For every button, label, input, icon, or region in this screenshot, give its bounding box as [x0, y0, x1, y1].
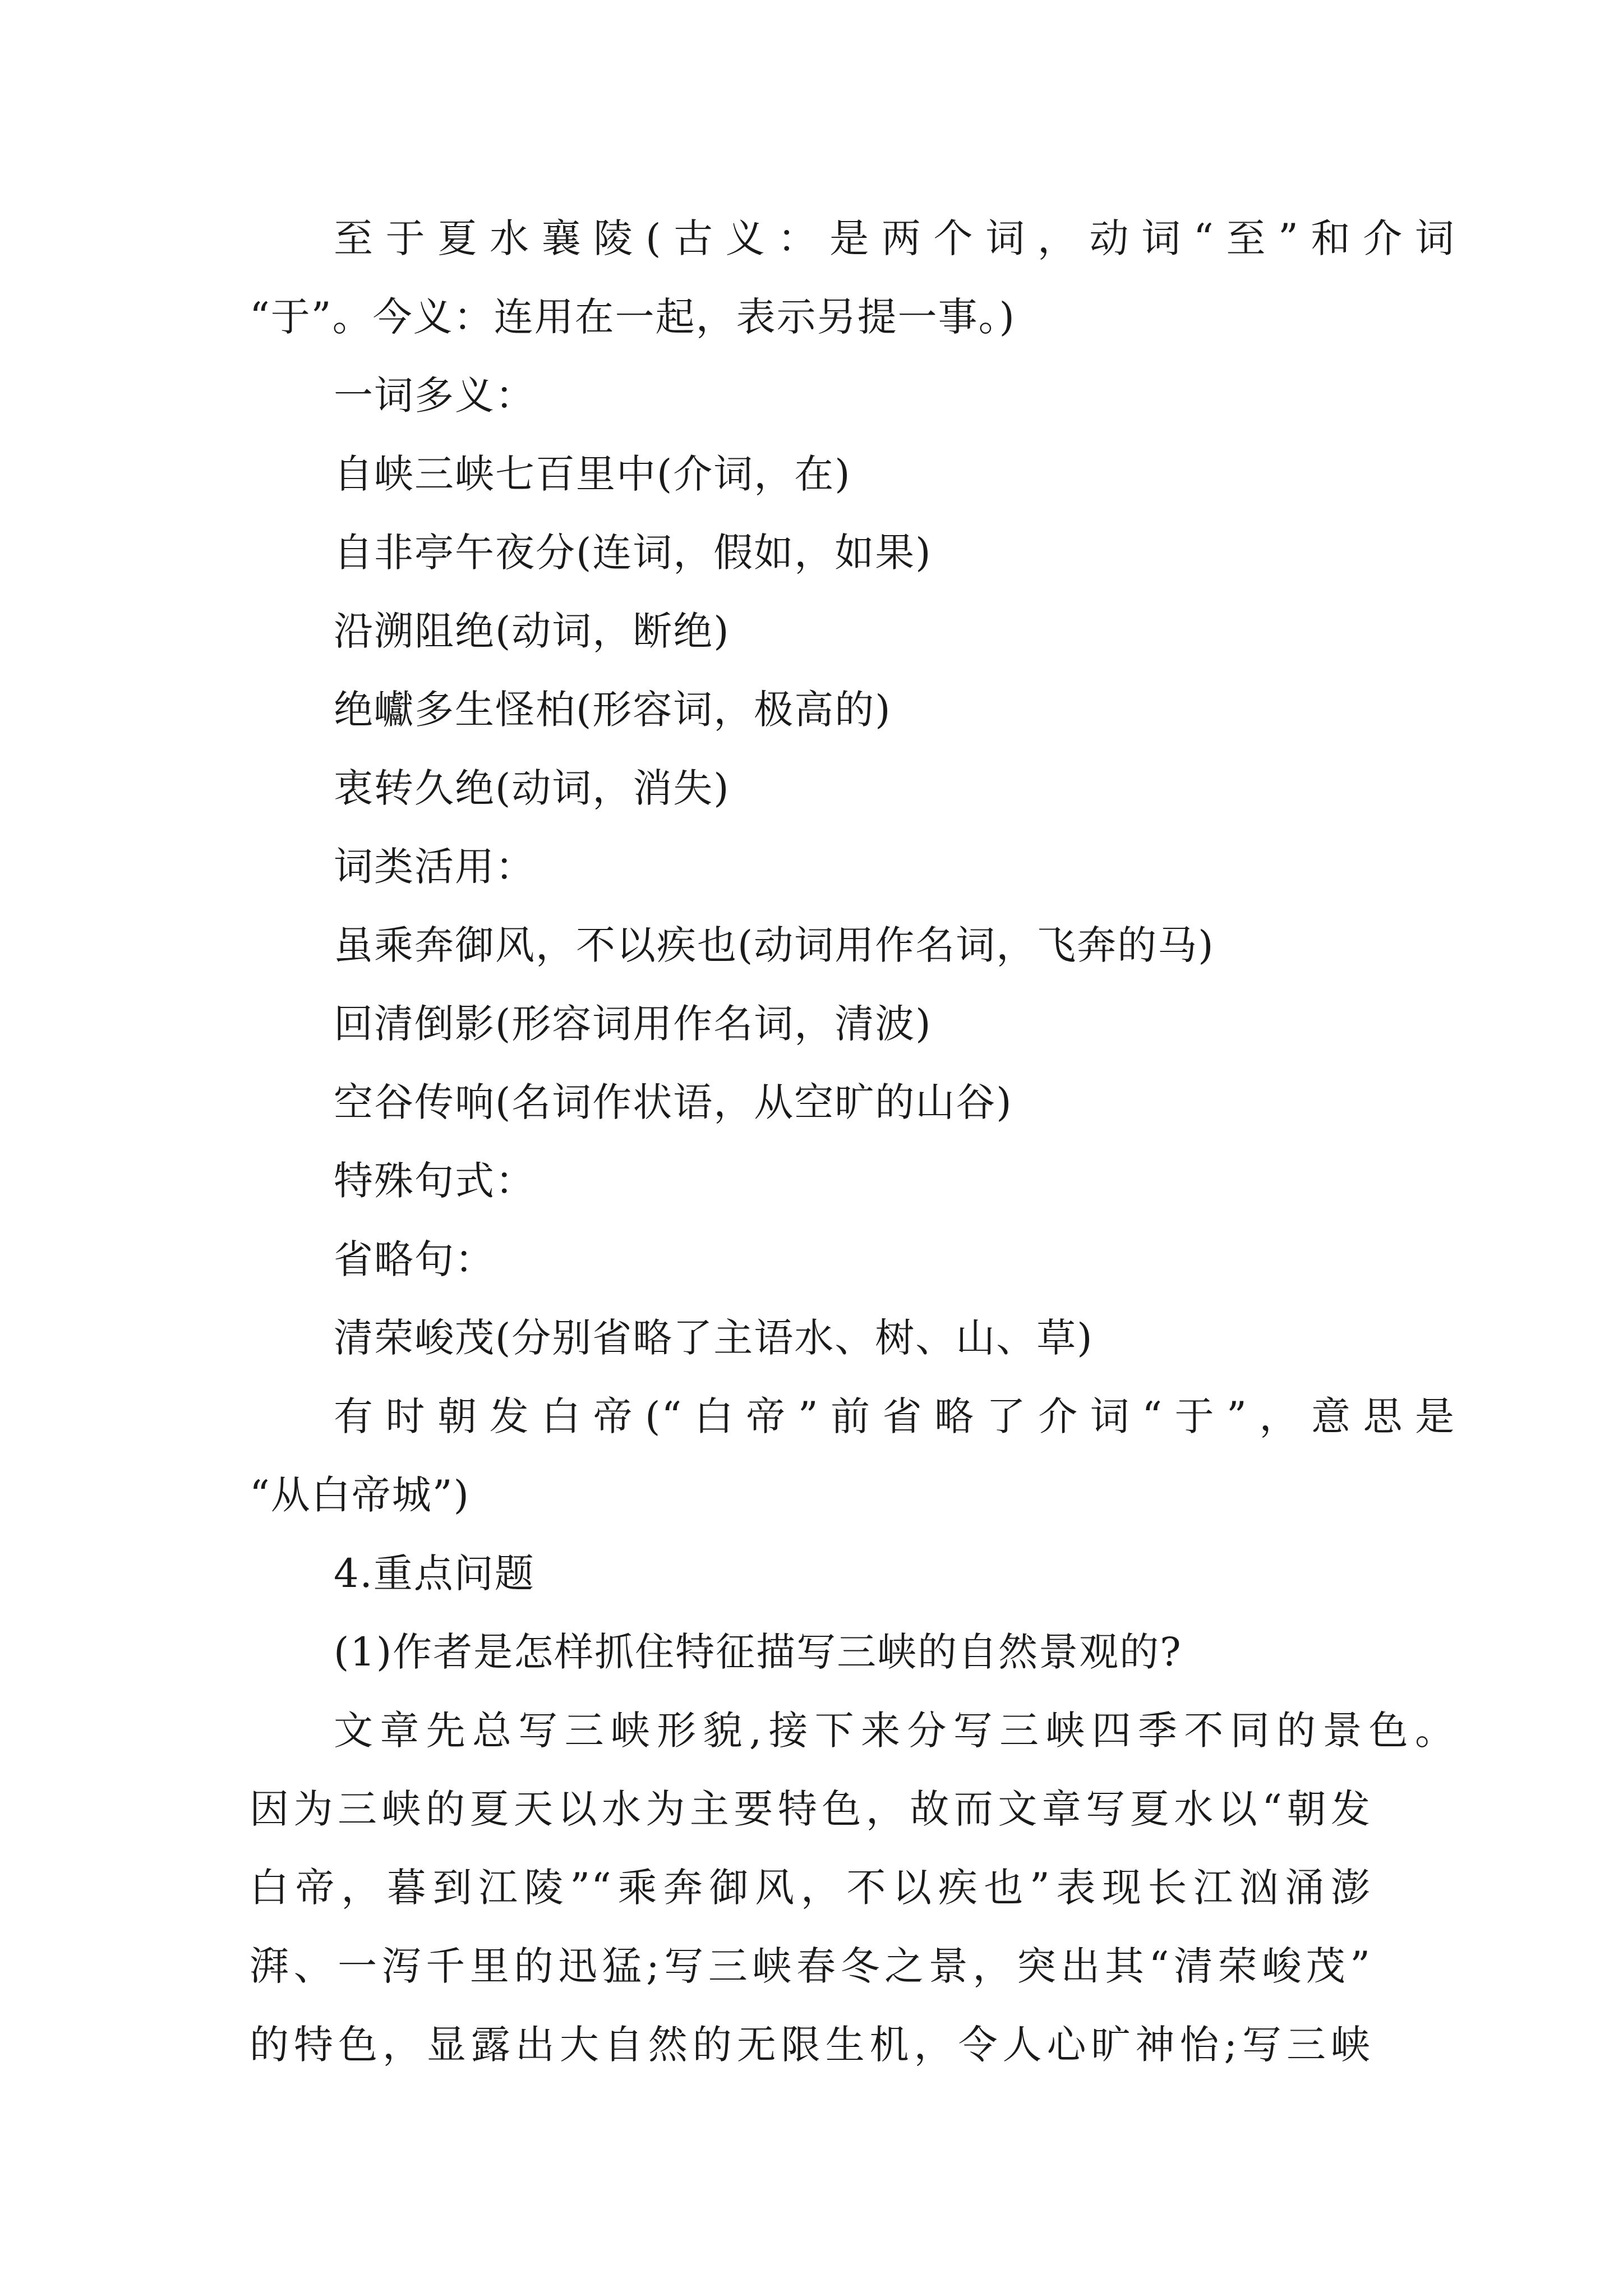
text-line-12: 空谷传响(名词作状语，从空旷的山谷): [334, 1079, 1013, 1125]
text-line-14: 省略句：: [334, 1236, 495, 1282]
text-line-24: 的特色，显露出大自然的无限生机，令人心旷神怡;写三峡: [250, 2022, 1371, 2068]
text-line-6: 沿溯阻绝(动词，断绝): [334, 608, 730, 654]
text-line-17: “从白帝城”): [250, 1472, 470, 1518]
text-line-22: 白帝，暮到江陵”“乘奔御风，不以疾也”表现长江汹涌澎: [250, 1865, 1371, 1911]
text-line-11: 回清倒影(形容词用作名词，清波): [334, 1001, 932, 1047]
text-line-20: 文章先总写三峡形貌,接下来分写三峡四季不同的景色。: [334, 1708, 1455, 1754]
text-line-15: 清荣峻茂(分别省略了主语水、树、山、草): [334, 1315, 1094, 1361]
text-line-21: 因为三峡的夏天以水为主要特色，故而文章写夏水以“朝发: [250, 1786, 1371, 1832]
text-line-7: 绝巘多生怪柏(形容词，极高的): [334, 687, 892, 733]
text-line-8: 衷转久绝(动词，消失): [334, 765, 730, 811]
text-line-19: (1)作者是怎样抓住特征描写三峡的自然景观的?: [334, 1629, 1182, 1675]
text-line-23: 湃、一泻千里的迅猛;写三峡春冬之景，突出其“清荣峻茂”: [250, 1943, 1371, 1989]
text-line-4: 自峡三峡七百里中(介词，在): [334, 451, 851, 497]
text-line-10: 虽乘奔御风，不以疾也(动词用作名词，飞奔的马): [334, 922, 1215, 968]
text-line-3: 一词多义：: [334, 372, 536, 418]
text-line-16: 有时朝发白帝(“白帝”前省略了介词“于”，意思是: [334, 1393, 1455, 1439]
text-line-5: 自非亭午夜分(连词，假如，如果): [334, 530, 932, 576]
text-line-1: 至于夏水襄陵(古义：是两个词，动词“至”和介词: [334, 215, 1455, 261]
text-line-9: 词类活用：: [334, 844, 536, 890]
document-body: [250, 199, 1455, 2084]
text-line-2: “于”。今义：连用在一起，表示另提一事。): [250, 294, 1016, 340]
text-line-18: 4.重点问题: [334, 1550, 535, 1596]
text-line-13: 特殊句式：: [334, 1158, 536, 1204]
